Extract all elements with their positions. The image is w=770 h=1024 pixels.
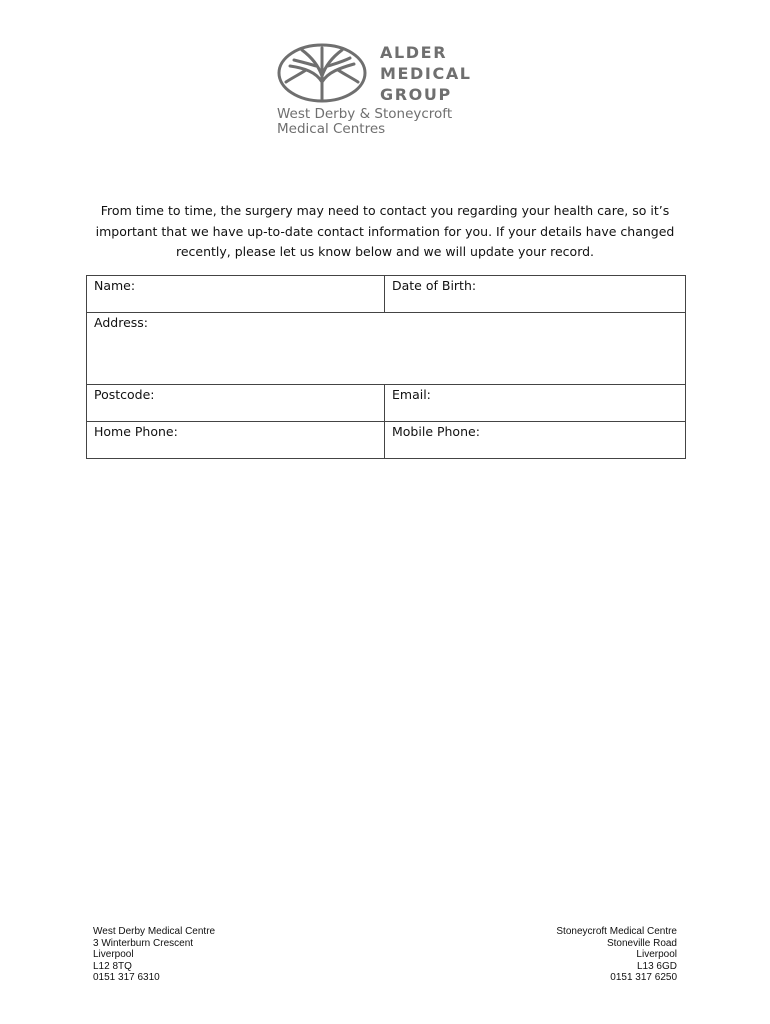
phone-line: 0151 317 6250 [610, 972, 677, 983]
postcode-field[interactable] [87, 385, 385, 422]
subtitle-line: Medical Centres [277, 121, 386, 137]
mobile-phone-field[interactable] [385, 422, 686, 459]
subtitle-line: West Derby & Stoneycroft [277, 106, 453, 122]
address-line: L12 8TQ [93, 960, 132, 972]
address-line: West Derby Medical Centre [93, 926, 216, 937]
address-line: Liverpool [93, 949, 134, 960]
intro-line: From time to time, the surgery may need to contact you regarding your health care, so it’s [100, 203, 670, 218]
form-row [87, 422, 686, 459]
mobile-phone-label: Mobile Phone: [392, 424, 480, 439]
address-line: L13 6GD [636, 960, 677, 972]
address-line: Stoneville Road [606, 937, 677, 949]
home-phone-field[interactable] [87, 422, 385, 459]
address-line: 3 Winterburn Crescent [93, 937, 194, 949]
phone-line: 0151 317 6310 [93, 972, 160, 983]
brand-name [380, 42, 472, 105]
address-line: Stoneycroft Medical Centre [556, 926, 677, 937]
tree-in-circle-icon [276, 42, 370, 106]
dob-label: Date of Birth: [392, 278, 477, 293]
brand-subtitle [277, 107, 452, 137]
email-label: Email: [392, 387, 431, 402]
address-line: Liverpool [636, 949, 677, 960]
email-field[interactable] [385, 385, 686, 422]
name-field[interactable] [87, 276, 385, 313]
address-label: Address: [94, 315, 148, 330]
address-field[interactable] [87, 313, 686, 385]
intro-line: important that we have up-to-date contact information for you. If your details have changed [95, 223, 675, 239]
intro-paragraph [86, 201, 684, 263]
contact-details-form [86, 275, 686, 459]
form-row [87, 276, 686, 313]
form-row [87, 385, 686, 422]
name-label: Name: [94, 278, 136, 293]
form-row [87, 313, 686, 385]
brand-line: MEDICAL [380, 64, 472, 83]
home-phone-label: Home Phone: [94, 424, 178, 439]
dob-field[interactable] [385, 276, 686, 313]
footer-west-derby-address [93, 926, 215, 984]
logo [276, 40, 506, 140]
footer-stoneycroft-address [556, 926, 677, 984]
postcode-label: Postcode: [94, 387, 155, 402]
intro-line: recently, please let us know below and we will update your record. [175, 244, 595, 259]
brand-line: GROUP [380, 85, 452, 104]
brand-line: ALDER [380, 43, 448, 62]
